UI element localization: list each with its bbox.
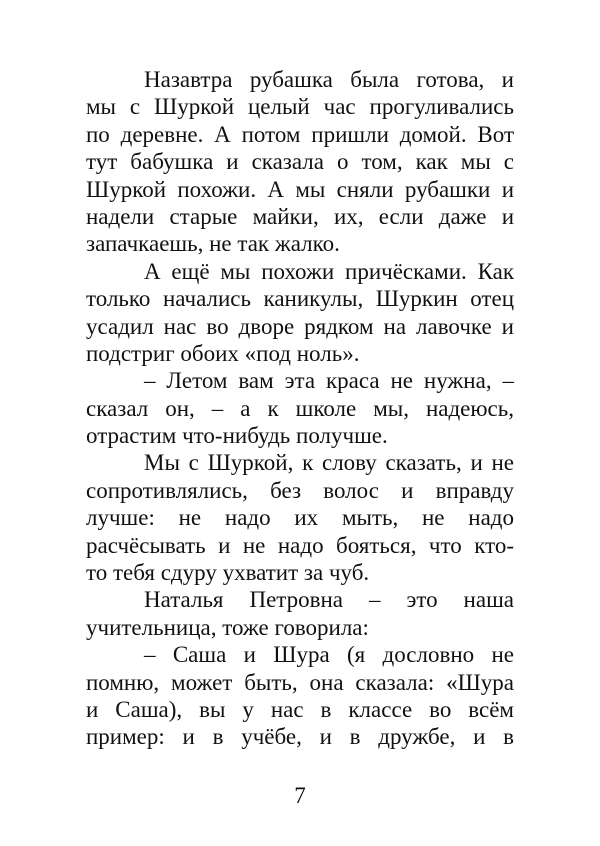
- paragraph: [86, 586, 514, 641]
- text-line: мы с Шуркой целый час прогуливались: [86, 94, 514, 120]
- text-line: подстриг обоих «под ноль».: [86, 340, 360, 366]
- text-line: расчёсывать и не надо бояться, что кто-: [86, 532, 514, 558]
- paragraph: [86, 641, 514, 751]
- paragraph: [86, 449, 514, 586]
- paragraph: [86, 367, 514, 449]
- paragraph: [86, 66, 514, 258]
- text-line: и Саша), вы у нас в классе во всём: [86, 696, 514, 722]
- text-line: то тебя сдуру ухватит за чуб.: [86, 560, 370, 586]
- page-body-text: [86, 66, 514, 751]
- text-line: лучше: не надо их мыть, не надо: [86, 505, 514, 531]
- text-line: А ещё мы похожи причёсками. Как: [144, 258, 514, 284]
- text-line: по деревне. А потом пришли домой. Вот: [86, 121, 514, 147]
- text-line: Назавтра рубашка была готова, и: [144, 67, 514, 92]
- text-line: только начались каникулы, Шуркин отец: [86, 286, 514, 312]
- page-number: 7: [294, 783, 306, 808]
- text-line: учительница, тоже говорила:: [86, 614, 369, 640]
- text-line: помню, может быть, она сказала: «Шура: [86, 669, 514, 695]
- text-line: запачкаешь, не так жалко.: [86, 231, 340, 257]
- text-line: тут бабушка и сказала о том, как мы с: [86, 149, 514, 175]
- text-line: Мы с Шуркой, к слову сказать, и не: [144, 450, 514, 476]
- text-line: надели старые майки, их, если даже и: [86, 203, 514, 229]
- text-line: пример: и в учёбе, и в дружбе, и в: [86, 724, 514, 750]
- paragraph: [86, 258, 514, 368]
- text-line: Наталья Петровна – это наша: [144, 587, 514, 613]
- text-line: Шуркой похожи. А мы сняли рубашки и: [86, 176, 514, 202]
- text-line: – Летом вам эта краса не нужна, –: [144, 368, 514, 394]
- text-line: усадил нас во дворе рядком на лавочке и: [86, 313, 514, 339]
- text-line: отрастим что-нибудь получше.: [86, 423, 388, 449]
- text-line: сопротивлялись, без волос и вправду: [86, 477, 514, 503]
- text-line: сказал он, – а к школе мы, надеюсь,: [86, 395, 514, 421]
- text-line: – Саша и Шура (я дословно не: [144, 642, 514, 668]
